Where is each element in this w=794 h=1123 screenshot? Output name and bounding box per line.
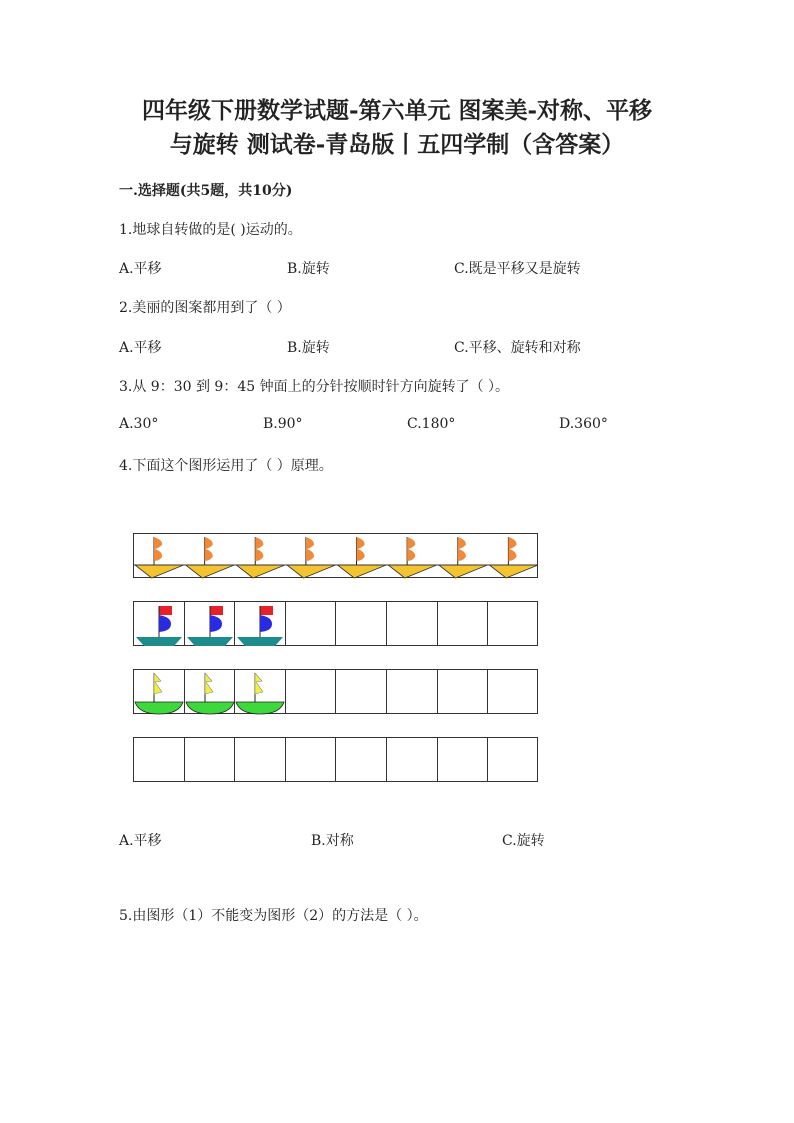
grid-cell [487, 669, 538, 714]
grid-cell [386, 737, 437, 782]
grid-cell [184, 669, 235, 714]
figure-row-3 [133, 669, 538, 714]
question-5-stem: 5.由图形（1）不能变为图形（2）的方法是（ ）。 [119, 908, 428, 924]
grid-cell [335, 669, 386, 714]
question-1-option-a: A.平移 [119, 261, 162, 277]
green-sail-boat-icon [134, 670, 184, 715]
flag-boat-strip [134, 534, 537, 579]
grid-cell [335, 601, 386, 646]
flag-boat-icon [287, 537, 336, 578]
question-2-stem: 2.美丽的图案都用到了（ ） [119, 300, 291, 316]
blue-sail-boat-icon [185, 602, 235, 647]
grid-cell [487, 601, 538, 646]
grid-cell [437, 669, 488, 714]
grid-cell [487, 737, 538, 782]
grid-cell [437, 737, 488, 782]
question-2-option-b: B.旋转 [287, 340, 330, 356]
title-line-2: 与旋转 测试卷-青岛版丨五四学制（含答案） [169, 131, 625, 158]
question-2-option-a: A.平移 [119, 340, 162, 356]
question-1-option-b: B.旋转 [287, 261, 330, 277]
question-4-option-a: A.平移 [119, 833, 162, 849]
question-3-stem: 3.从 9：30 到 9：45 钟面上的分针按顺时针方向旋转了（ ）。 [119, 379, 510, 395]
grid-cell [335, 737, 386, 782]
grid-cell [184, 601, 235, 646]
title-line-1: 四年级下册数学试题-第六单元 图案美-对称、平移 [141, 97, 653, 124]
grid-cell [285, 737, 336, 782]
blue-sail-boat-icon [134, 602, 184, 647]
question-3-option-c: C.180° [407, 416, 456, 432]
grid-cell [133, 601, 184, 646]
green-sail-boat-icon [235, 670, 285, 715]
grid-cell [133, 669, 184, 714]
question-3-option-a: A.30° [119, 416, 159, 432]
grid-cell [234, 669, 285, 714]
section-heading: 一.选择题(共5题，共10分) [119, 183, 293, 199]
figure-row-2 [133, 601, 538, 646]
question-3-option-d: D.360° [559, 416, 608, 432]
grid-cell [285, 669, 336, 714]
flag-boat-icon [388, 537, 437, 578]
question-3-option-b: B.90° [263, 416, 303, 432]
flag-boat-icon [186, 537, 235, 578]
question-4-option-c: C.旋转 [502, 833, 545, 849]
flag-boat-icon [338, 537, 387, 578]
question-1-option-c: C.既是平移又是旋转 [454, 261, 581, 277]
flag-boat-icon [236, 537, 285, 578]
question-2-option-c: C.平移、旋转和对称 [454, 340, 581, 356]
grid-cell [285, 601, 336, 646]
flag-boat-icon [439, 537, 488, 578]
flag-boat-icon [135, 537, 184, 578]
green-sail-boat-icon [185, 670, 235, 715]
figure-row-1 [133, 533, 538, 578]
blue-sail-boat-icon [235, 602, 285, 647]
grid-cell [234, 737, 285, 782]
figure-row-4 [133, 737, 538, 782]
question-1-stem: 1.地球自转做的是( )运动的。 [119, 222, 302, 238]
grid-cell [184, 737, 235, 782]
question-4-option-b: B.对称 [311, 833, 354, 849]
grid-cell [386, 669, 437, 714]
grid-cell [437, 601, 488, 646]
grid-cell [386, 601, 437, 646]
grid-cell [234, 601, 285, 646]
question-4-stem: 4.下面这个图形运用了（ ）原理。 [119, 458, 333, 474]
grid-cell [133, 737, 184, 782]
flag-boat-icon [489, 537, 537, 578]
